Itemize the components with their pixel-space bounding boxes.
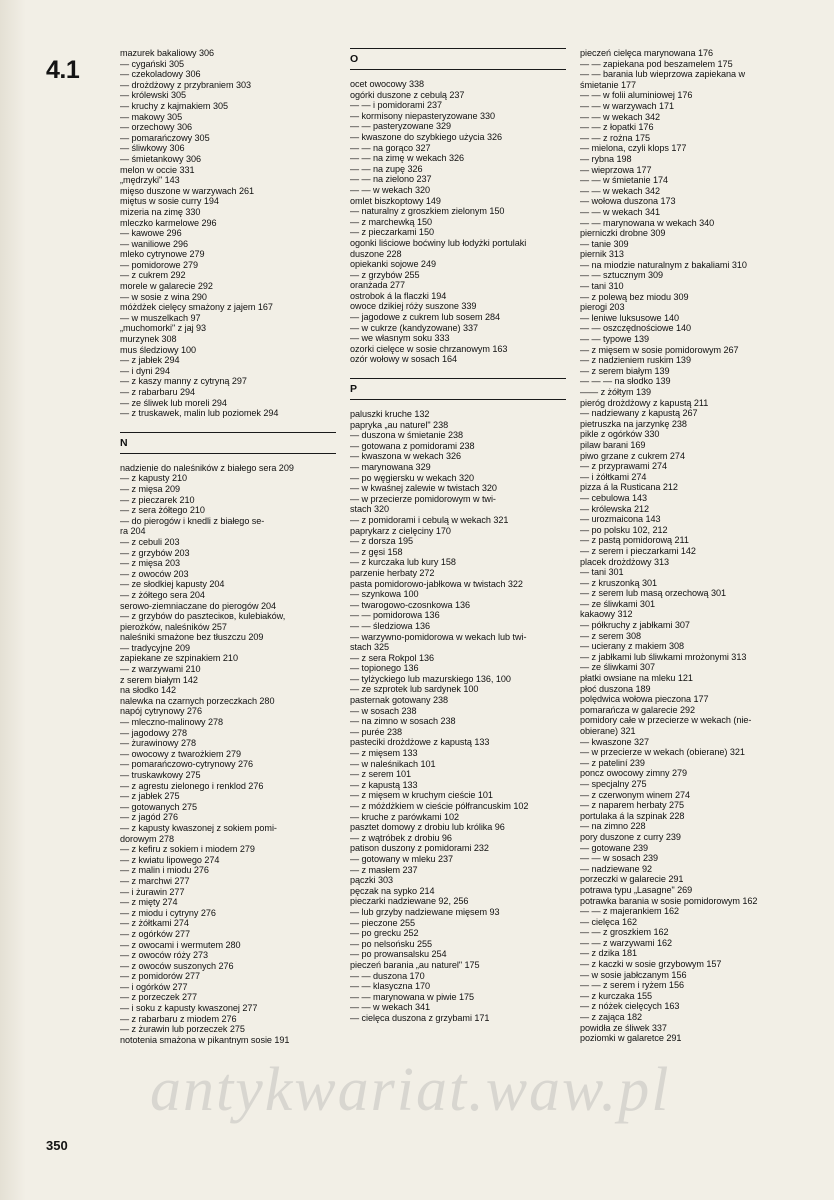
- index-entry: — kwaszone do szybkiego użycia 326: [350, 131, 502, 142]
- index-entry: — — zapiekana pod beszamelem 175: [580, 58, 733, 69]
- index-entry: pieczarki nadziewane 92, 256: [350, 896, 469, 907]
- index-entry: — z kaszy manny z cytryną 297: [120, 376, 247, 387]
- letter-divider-bottom: [350, 399, 566, 400]
- index-entry: pizza á la Rusticana 212: [580, 482, 678, 493]
- index-entry: porzeczki w galarecie 291: [580, 874, 684, 885]
- index-entry: pierożków, naleśników 257: [120, 621, 227, 632]
- index-entry: — z pomidorami i cebulą w wekach 321: [350, 514, 509, 525]
- index-entry: obierane) 321: [580, 726, 636, 736]
- index-entry: ogórki duszone z cebulą 237: [350, 89, 465, 100]
- index-entry: — z masłem 237: [350, 864, 418, 875]
- index-entry: — kwaszone 327: [580, 736, 650, 747]
- index-entry: na słodko 142: [120, 685, 176, 696]
- index-entry: — z grzybów 203: [120, 547, 190, 558]
- index-entry: pory duszone z curry 239: [580, 831, 681, 842]
- index-entry: — i dyni 294: [120, 365, 170, 376]
- index-entry: — z pieczarkami 150: [350, 227, 434, 238]
- index-entry: — z miodu i cytryny 276: [120, 907, 216, 918]
- index-entry: — z owoców suszonych 276: [120, 960, 234, 971]
- index-letter-heading: [120, 432, 336, 454]
- index-entry: — — na gorąco 327: [350, 142, 431, 153]
- index-entry: — tradycyjne 209: [120, 642, 190, 653]
- index-entry: — ze słodkiej kapusty 204: [120, 579, 225, 590]
- index-entry: poziomki w galaretce 291: [580, 1033, 682, 1044]
- index-entry: pieczeń barania „au naturel" 175: [350, 959, 480, 970]
- index-entry: owoce dzikiej róży suszone 339: [350, 301, 477, 312]
- index-entry: duszone 228: [350, 248, 402, 259]
- index-entry: ogonki liściowe boćwiny lub łodyżki portulaki: [350, 237, 527, 248]
- letter-divider-top: [350, 378, 566, 379]
- index-entry: — ze szprotek lub sardynek 100: [350, 684, 479, 695]
- column-3: [580, 48, 810, 1163]
- index-entry: móżdżek cielęcy smażony z jajem 167: [120, 302, 273, 313]
- index-entry: — gotowanych 275: [120, 801, 198, 812]
- index-entry: naleśniki smażone bez tłuszczu 209: [120, 632, 264, 643]
- index-entry: — twarogowo-czosnkowa 136: [350, 599, 471, 610]
- index-entry: „mędrzyki" 143: [120, 175, 180, 186]
- index-entry: — ucierany z makiem 308: [580, 641, 684, 652]
- index-entry: — ze śliwek lub moreli 294: [120, 397, 227, 408]
- index-entry: — z żurawin lub porzeczek 275: [120, 1024, 245, 1035]
- index-entry: — z mięsa 203: [120, 558, 181, 569]
- index-entry: — z naparem herbaty 275: [580, 800, 684, 811]
- index-entry: — z nóżek cielęcych 163: [580, 1001, 680, 1012]
- index-entry: — w muszelkach 97: [120, 312, 201, 323]
- index-entry: mus śledziowy 100: [120, 344, 196, 355]
- index-entry: — nadziewane 92: [580, 863, 653, 874]
- index-entry: — ze śliwkami 301: [580, 598, 655, 609]
- index-entry: — warzywno-pomidorowa w wekach lub twi-: [350, 631, 527, 642]
- index-entry: nalewka na czarnych porzeczkach 280: [120, 695, 275, 706]
- index-entry: — w sosach 238: [350, 705, 417, 716]
- index-entry: — — oszczędnościowe 140: [580, 323, 692, 334]
- index-entry: — po nelsońsku 255: [350, 938, 433, 949]
- index-entry: kakaowy 312: [580, 609, 633, 620]
- index-entry: pikle z ogórków 330: [580, 429, 660, 440]
- index-entry: — w przecierze w wekach (obierane) 321: [580, 747, 745, 758]
- index-entry: — do pierogów i knedli z białego se-: [120, 515, 265, 526]
- index-entry: — z żółtkami 274: [120, 918, 189, 929]
- index-entry: — gotowany w mleku 237: [350, 853, 454, 864]
- index-columns: [120, 48, 810, 1163]
- index-entry: — — w wekach 342: [580, 185, 661, 196]
- index-entry: — gotowana z pomidorami 238: [350, 440, 475, 451]
- index-entry: — z serem 101: [350, 769, 412, 780]
- index-entry: piwo grzane z cukrem 274: [580, 450, 685, 461]
- index-entry: mazurek bakaliowy 306: [120, 48, 214, 58]
- index-entry: nadzienie do naleśników z białego sera 209: [120, 462, 294, 473]
- index-entry: — kormisony niepasteryzowane 330: [350, 110, 495, 121]
- index-entry: — po polsku 102, 212: [580, 524, 668, 535]
- index-entry: — pomarańczowy 305: [120, 132, 210, 143]
- index-entry: — czekoladowy 306: [120, 69, 201, 80]
- index-entry: — rybna 198: [580, 153, 632, 164]
- index-entry: ra 204: [120, 526, 146, 537]
- column-1: [120, 48, 350, 1163]
- index-entry: — z wątróbek z drobiu 96: [350, 832, 452, 843]
- index-entry: — — duszona 170: [350, 970, 425, 981]
- index-entry: — pomidorowe 279: [120, 259, 199, 270]
- index-entry: — — na zupę 326: [350, 163, 423, 174]
- index-entry: — z żółtego sera 204: [120, 589, 205, 600]
- index-entry: — z pateliní 239: [580, 757, 645, 768]
- index-entry: — owocowy z twarożkiem 279: [120, 748, 242, 759]
- index-entry: — z serem i pieczarkami 142: [580, 545, 696, 556]
- index-entry: — kawowe 296: [120, 228, 182, 239]
- index-entry: — w sosie jabłczanym 156: [580, 969, 687, 980]
- index-entry: — z móżdżkiem w cieście półfrancuskim 102: [350, 801, 529, 811]
- index-entry: parzenie herbaty 272: [350, 567, 435, 578]
- index-entry: — z polewą bez miodu 309: [580, 291, 689, 302]
- index-entry: — cygański 305: [120, 58, 184, 69]
- index-entry: mleko cytrynowe 279: [120, 249, 205, 260]
- index-entry: pomidory całe w przecierze w wekach (nie-: [580, 715, 752, 726]
- index-entry: — z jabłek 294: [120, 355, 180, 366]
- index-entry: — specjalny 275: [580, 778, 647, 789]
- index-entry: — królewski 305: [120, 90, 186, 101]
- index-entry: — wołowa duszona 173: [580, 196, 676, 207]
- index-entry: pieróg drożdżowy z kapustą 211: [580, 397, 709, 408]
- index-entry: poncz owocowy zimny 279: [580, 768, 688, 779]
- index-entry: — waniliowe 296: [120, 238, 188, 249]
- index-entry: — mleczno-malinowy 278: [120, 717, 224, 728]
- index-entry: — z jagód 276: [120, 812, 178, 823]
- index-entry: — z truskawek, malin lub poziomek 294: [120, 408, 279, 419]
- index-entry: — duszona w śmietanie 238: [350, 430, 463, 441]
- index-entry: — — w wekach 342: [580, 111, 661, 122]
- index-entry: — — typowe 139: [580, 334, 650, 345]
- index-entry: — z cukrem 292: [120, 270, 186, 281]
- page-number: 350: [46, 1138, 68, 1153]
- index-entry: — pieczone 255: [350, 917, 416, 928]
- index-entry: — — klasyczna 170: [350, 981, 431, 992]
- index-entry: — z serem 308: [580, 630, 642, 641]
- index-entry: — gotowane 239: [580, 842, 649, 853]
- index-entry: płoć duszona 189: [580, 683, 651, 694]
- index-entry: — królewska 212: [580, 503, 649, 514]
- index-entry: — tanie 309: [580, 238, 629, 249]
- index-entry: — z porzeczek 277: [120, 992, 197, 1003]
- index-entry: — w przecierze pomidorowym w twi-: [350, 493, 496, 504]
- index-entry: — we własnym soku 333: [350, 333, 450, 344]
- letter-divider-top: [120, 432, 336, 433]
- index-entry: — z kurczaka 155: [580, 990, 652, 1001]
- letter-divider-top: [350, 48, 566, 49]
- index-entry: mizeria na zimę 330: [120, 206, 201, 217]
- index-entry: murzynek 308: [120, 334, 177, 345]
- index-entry: — — na zimę w wekach 326: [350, 153, 465, 164]
- index-entry: pomarańcza w galarecie 292: [580, 704, 695, 715]
- index-entry: dorowym 278: [120, 833, 175, 844]
- index-entry: napój cytrynowy 276: [120, 706, 202, 717]
- index-entry: mleczko karmelowe 296: [120, 217, 217, 228]
- index-entry: — z grzybów 255: [350, 269, 420, 280]
- index-entry: — w naleśnikach 101: [350, 758, 436, 769]
- index-entry: paprykarz z cielęciny 170: [350, 525, 451, 536]
- index-entry: — z kurczaka lub kury 158: [350, 557, 456, 568]
- index-entry: — z mięty 274: [120, 897, 178, 908]
- index-entry: — po prowansalsku 254: [350, 949, 447, 960]
- index-entry: — z gęsi 158: [350, 546, 403, 557]
- index-entry: — purée 238: [350, 726, 403, 737]
- index-entry: serowo-ziemniaczane do pierogów 204: [120, 600, 276, 611]
- index-entry: — — w sosach 239: [580, 853, 659, 864]
- index-entry: ocet owocowy 338: [350, 79, 425, 89]
- index-entry: — — marynowana w wekach 340: [580, 217, 715, 228]
- index-entry: — z owoców róży 273: [120, 950, 209, 961]
- index-entry: — nadziewany z kapustą 267: [580, 408, 698, 419]
- index-entry: melon w occie 331: [120, 164, 195, 175]
- index-entry: — — z warzywami 162: [580, 937, 673, 948]
- index-entry: — z jabłkami lub śliwkami mrożonymi 313: [580, 651, 747, 662]
- index-entry: — z kapusty 210: [120, 473, 187, 484]
- index-entry: — makowy 305: [120, 111, 183, 122]
- index-entry: — z kapusty kwaszonej z sokiem pomi-: [120, 822, 277, 833]
- index-entry: — z grzybów do paszteciков, kulebiaków,: [120, 611, 286, 622]
- index-entry: — z rabarbaru 294: [120, 387, 195, 397]
- index-entry: — z pomidorów 277: [120, 971, 201, 982]
- index-entry: — — z groszkiem 162: [580, 927, 669, 938]
- index-entry: patison duszony z pomidorami 232: [350, 843, 489, 854]
- index-entry: — marynowana 329: [350, 462, 431, 472]
- index-entry: —— z żółtym 139: [580, 387, 652, 397]
- index-entry: pasta pomidorowo-jabłkowa w twistach 322: [350, 578, 523, 589]
- index-entry: piernik 313: [580, 249, 624, 260]
- index-entry: — śliwkowy 306: [120, 143, 185, 154]
- index-entry: — na zimno 228: [580, 821, 646, 832]
- index-entry: — z kruszonką 301: [580, 577, 657, 588]
- index-entry: — z nadzieniem ruskim 139: [580, 355, 691, 366]
- index-entry: — cebulowa 143: [580, 492, 648, 503]
- index-entry: — — w śmietanie 174: [580, 175, 669, 186]
- index-entry: potrawa typu „Lasagne" 269: [580, 884, 693, 895]
- index-entry: — z rabarbaru z miodem 276: [120, 1013, 237, 1024]
- index-entry: — z dorsza 195: [350, 536, 413, 547]
- index-entry: — — w wekach 341: [580, 206, 661, 217]
- letter-divider-bottom: [350, 69, 566, 70]
- index-entry: — z przyprawami 274: [580, 461, 667, 472]
- index-entry: pasternak gotowany 238: [350, 695, 448, 706]
- index-entry: — naturalny z groszkiem zielonym 150: [350, 206, 505, 217]
- index-entry: — z owocami i wermutem 280: [120, 939, 241, 950]
- index-entry: mięso duszone w warzywach 261: [120, 185, 255, 196]
- index-entry: — topionego 136: [350, 663, 419, 674]
- index-entry: — w sosie z wina 290: [120, 291, 207, 302]
- index-entry: ozorki cielęce w sosie chrzanowym 163: [350, 343, 508, 354]
- index-entry: — jagodowe z cukrem lub sosem 284: [350, 312, 500, 323]
- index-entry: — tani 301: [580, 567, 624, 578]
- index-entry: — kruche z parówkami 102: [350, 811, 459, 822]
- index-entry: pierniczki drobne 309: [580, 228, 666, 239]
- index-entry: — po grecku 252: [350, 928, 419, 939]
- index-entry: — — — na słodko 139: [580, 376, 671, 387]
- index-entry: — z cebuli 203: [120, 536, 180, 547]
- index-entry: — z pastą pomidorową 211: [580, 535, 689, 546]
- index-entry: — z agrestu zielonego i renklod 276: [120, 780, 264, 791]
- index-entry: stach 325: [350, 642, 389, 653]
- index-entry: nototenia smażona w pikantnym sosie 191: [120, 1034, 290, 1045]
- index-entry: — — w wekach 320: [350, 184, 431, 195]
- index-entry: — — w wekach 341: [350, 1002, 431, 1013]
- index-letter-heading: [350, 48, 566, 70]
- index-entry: — — śledziowa 136: [350, 620, 431, 631]
- index-entry: potrawka barania w sosie pomidorowym 162: [580, 895, 758, 906]
- letter-divider-bottom: [120, 453, 336, 454]
- index-entry: — ze śliwkami 307: [580, 662, 655, 673]
- index-entry: — — sztucznym 309: [580, 270, 664, 281]
- index-entry: — żurawinowy 278: [120, 738, 197, 749]
- index-entry: — — w folii aluminiowej 176: [580, 90, 693, 101]
- index-entry: płatki owsiane na mleku 121: [580, 673, 693, 684]
- index-entry: — — pomidorowa 136: [350, 610, 440, 621]
- index-entry: — — z rożna 175: [580, 132, 651, 143]
- index-entry: — kruchy z kajmakiem 305: [120, 100, 228, 111]
- index-entry: zapiekane ze szpinakiem 210: [120, 653, 238, 664]
- index-entry: — z zająca 182: [580, 1012, 642, 1023]
- index-entry: — — z majerankiem 162: [580, 906, 680, 917]
- index-entry: pilaw barani 169: [580, 439, 646, 450]
- index-entry: ozór wołowy w sosach 164: [350, 354, 457, 365]
- index-entry: — z marchewką 150: [350, 216, 433, 227]
- index-entry: „muchomorki" z jaj 93: [120, 323, 207, 334]
- index-entry: z serem białym 142: [120, 674, 198, 685]
- index-entry: — — w warzywach 171: [580, 100, 675, 111]
- index-entry: — na zimno w sosach 238: [350, 716, 456, 727]
- index-entry: — z owoców 203: [120, 568, 189, 579]
- index-entry: — z mięsem w sosie pomidorowym 267: [580, 344, 739, 355]
- index-entry: — z mięsa 209: [120, 483, 181, 494]
- index-entry: — — pasteryzowane 329: [350, 121, 452, 132]
- index-entry: — — i pomidorami 237: [350, 100, 442, 111]
- index-entry: pączki 303: [350, 875, 393, 886]
- index-entry: miętus w sosie curry 194: [120, 196, 219, 207]
- section-number: 4.1: [46, 56, 80, 84]
- index-entry: — z kapustą 133: [350, 779, 418, 790]
- index-entry: — z sera Rokpol 136: [350, 652, 434, 663]
- index-entry: — pomarańczowo-cytrynowy 276: [120, 759, 254, 770]
- letter-label: N: [120, 436, 128, 449]
- index-entry: — truskawkowy 275: [120, 770, 201, 780]
- index-entry: — cielęca 162: [580, 916, 637, 927]
- index-entry: — — z serem i ryżem 156: [580, 980, 684, 991]
- index-entry: ostrobok á la flaczki 194: [350, 290, 447, 301]
- index-entry: — z malin i miodu 276: [120, 865, 209, 876]
- index-entry: — leniwe luksusowe 140: [580, 312, 679, 323]
- index-entry: — — na zielono 237: [350, 174, 432, 185]
- index-entry: opiekanki sojowe 249: [350, 259, 436, 270]
- index-entry: — śmietankowy 306: [120, 153, 202, 164]
- index-entry: pierogi 203: [580, 302, 625, 313]
- index-entry: — z pieczarek 210: [120, 494, 195, 505]
- index-entry: — półkruchy z jabłkami 307: [580, 620, 690, 631]
- index-entry: omlet biszkoptowy 149: [350, 195, 441, 206]
- index-entry: — szynkowa 100: [350, 589, 419, 600]
- index-entry: — z kwiatu lipowego 274: [120, 854, 220, 865]
- index-entry: — z czerwonym winem 274: [580, 789, 691, 800]
- index-entry: — wieprzowa 177: [580, 164, 652, 175]
- index-entry: — z marchwi 277: [120, 875, 190, 886]
- index-entry: — z serem białym 139: [580, 365, 670, 376]
- index-entry: papryka „au naturel" 238: [350, 419, 449, 430]
- index-entry: — urozmaicona 143: [580, 514, 661, 525]
- index-entry: morele w galarecie 292: [120, 281, 213, 292]
- index-entry: — z kaczki w sosie grzybowym 157: [580, 959, 722, 970]
- index-entry: — z ogórków 277: [120, 928, 191, 939]
- index-entry: — i żurawin 277: [120, 886, 185, 897]
- index-entry: — orzechowy 306: [120, 122, 193, 133]
- index-entry: — z warzywami 210: [120, 664, 201, 675]
- letter-label: P: [350, 383, 358, 396]
- index-entry: — tani 310: [580, 281, 624, 292]
- column-2: [350, 48, 580, 1163]
- index-entry: — po węgiersku w wekach 320: [350, 472, 475, 483]
- index-entry: paluszki kruche 132: [350, 409, 430, 420]
- index-entry: — drożdżowy z przybraniem 303: [120, 79, 251, 90]
- index-entry: portulaka á la szpinak 228: [580, 810, 685, 821]
- index-entry: — cielęca duszona z grzybami 171: [350, 1012, 490, 1023]
- index-entry: — lub grzyby nadziewane mięsem 93: [350, 906, 500, 917]
- index-entry: — — z łopatki 176: [580, 122, 654, 133]
- index-entry: — i ogórków 277: [120, 981, 188, 992]
- index-entry: oranżada 277: [350, 280, 406, 291]
- index-entry: — kwaszona w wekach 326: [350, 451, 462, 462]
- index-entry: — na miodzie naturalnym z bakaliami 310: [580, 259, 747, 270]
- index-entry: — i żółtkami 274: [580, 471, 647, 482]
- index-entry: — i soku z kapusty kwaszonej 277: [120, 1003, 258, 1014]
- index-entry: — mielona, czyli klops 177: [580, 143, 687, 154]
- index-entry: — z mięsem w kruchym cieście 101: [350, 790, 493, 801]
- index-entry: — — marynowana w piwie 175: [350, 991, 475, 1002]
- index-entry: — z serem lub masą orzechową 301: [580, 588, 726, 599]
- index-entry: — z sera żółtego 210: [120, 505, 205, 516]
- index-entry: pasteciki drożdżowe z kapustą 133: [350, 737, 490, 748]
- index-entry: powidła ze śliwek 337: [580, 1022, 667, 1033]
- index-entry: — z mięsem 133: [350, 748, 418, 759]
- index-entry: — z dzika 181: [580, 948, 637, 959]
- index-entry: pieczeń cielęca marynowana 176: [580, 48, 713, 58]
- index-entry: stach 320: [350, 504, 389, 515]
- index-entry: pasztet domowy z drobiu lub królika 96: [350, 822, 505, 833]
- index-entry: polędwica wołowa pieczona 177: [580, 694, 709, 705]
- index-entry: — z kefiru z sokiem i miodem 279: [120, 844, 255, 855]
- index-entry: śmietanie 177: [580, 79, 636, 90]
- index-entry: pęczak na sypko 214: [350, 885, 435, 896]
- watermark: antykwariat.waw.pl: [150, 1056, 671, 1124]
- index-letter-heading: [350, 378, 566, 400]
- index-entry: — tylżyckiego lub mazurskiego 136, 100: [350, 673, 511, 684]
- index-entry: — w kwaśnej zalewie w twistach 320: [350, 483, 497, 494]
- index-entry: pietruszka na jarzynkę 238: [580, 418, 687, 429]
- letter-label: O: [350, 53, 359, 65]
- index-entry: — w cukrze (kandyzowane) 337: [350, 322, 478, 333]
- index-entry: — — barania lub wieprzowa zapiekana w: [580, 69, 745, 80]
- index-entry: — z jabłek 275: [120, 791, 180, 802]
- index-entry: — jagodowy 278: [120, 727, 188, 738]
- index-entry: placek drożdżowy 313: [580, 556, 669, 567]
